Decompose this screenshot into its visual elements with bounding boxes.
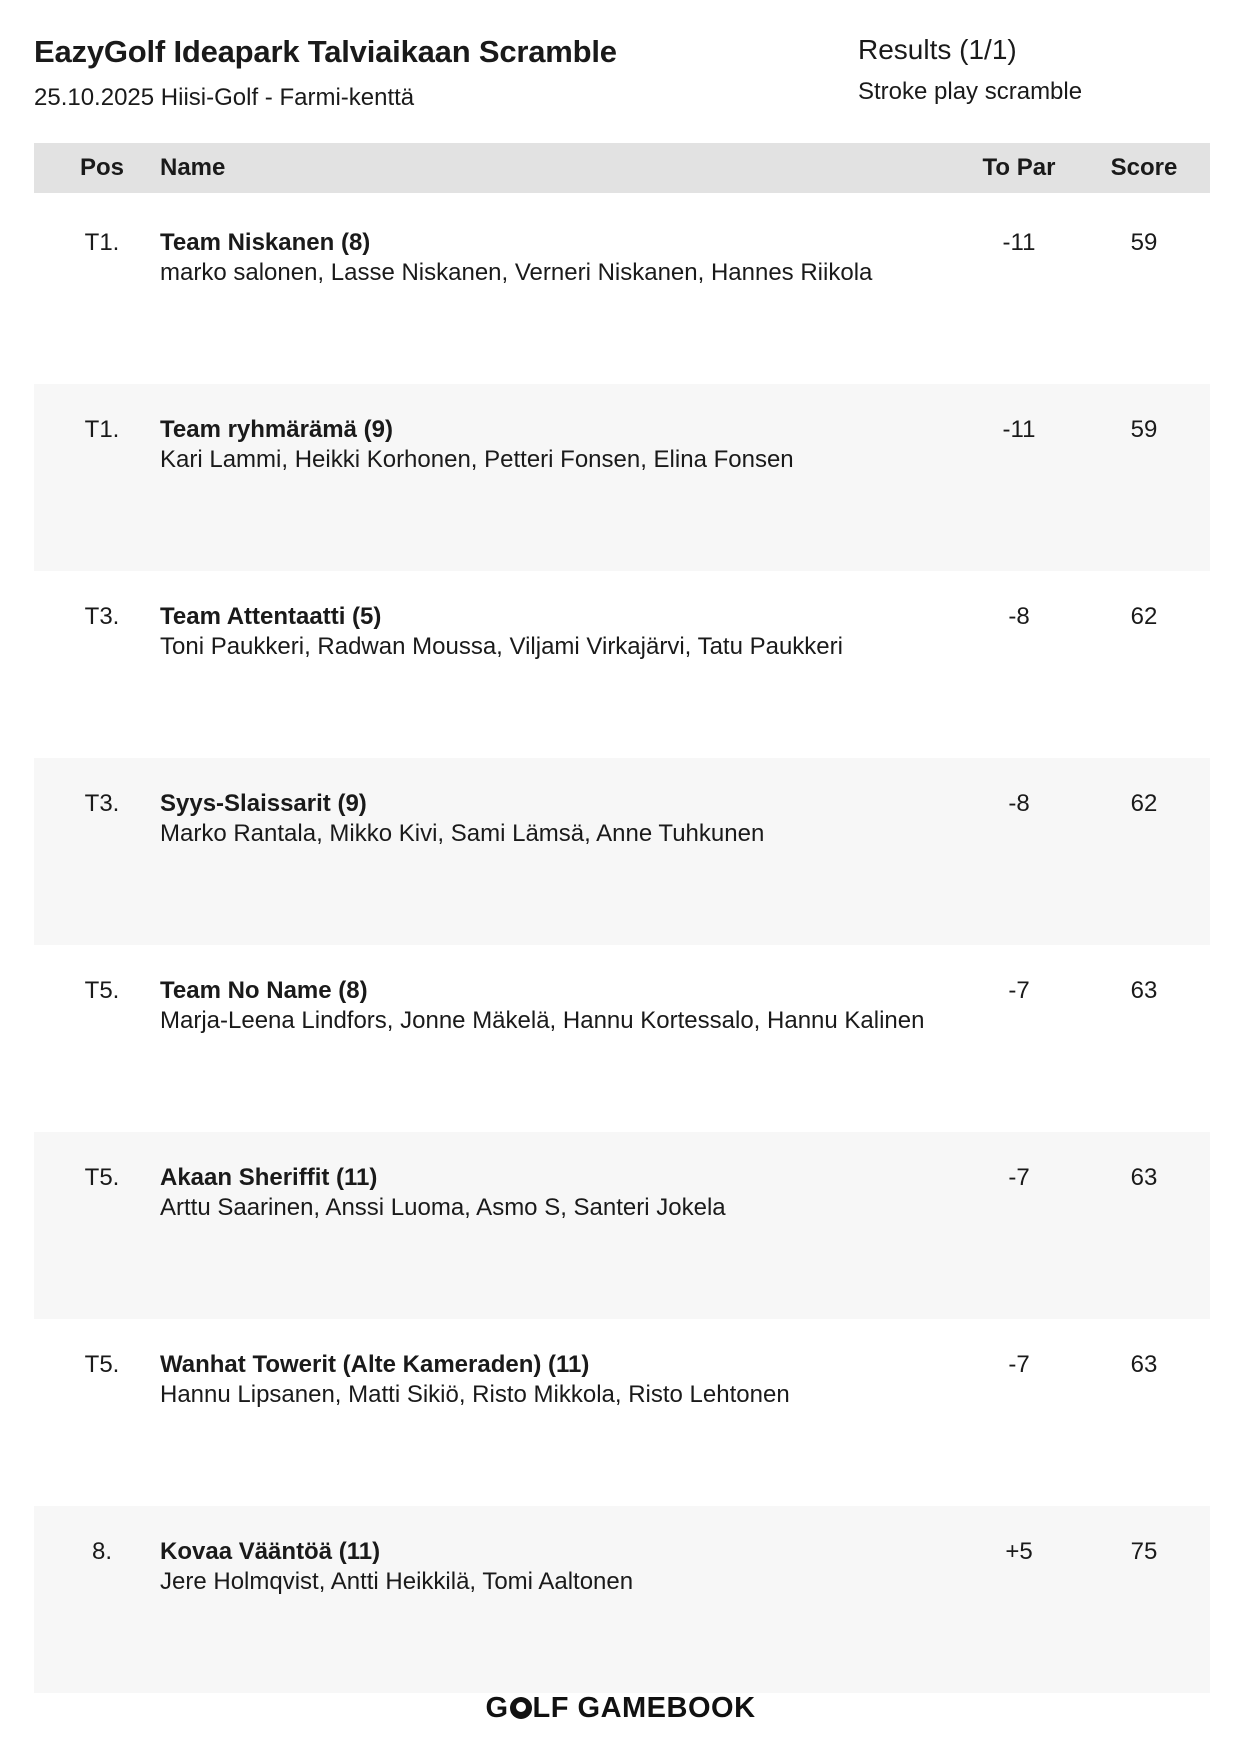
table-row <box>34 1506 1210 1693</box>
row-team-name: Syys-Slaissarit (9) <box>160 790 367 817</box>
table-row <box>34 758 1210 945</box>
table-row <box>34 945 1210 1132</box>
row-position: T5. <box>84 1351 120 1378</box>
event-date-course: 25.10.2025 Hiisi-Golf - Farmi-kenttä <box>34 84 415 111</box>
logo-text-start: G <box>485 1692 509 1724</box>
row-team-name: Team ryhmärämä (9) <box>160 416 393 443</box>
row-to-par: -7 <box>1008 977 1030 1004</box>
row-players: Arttu Saarinen, Anssi Luoma, Asmo S, Santeri Jokela <box>160 1194 726 1221</box>
table-row <box>34 1132 1210 1319</box>
column-header-name: Name <box>160 154 226 181</box>
row-to-par: -11 <box>1002 416 1036 443</box>
row-to-par: -7 <box>1008 1164 1030 1191</box>
logo-text-end: LF GAMEBOOK <box>532 1692 756 1724</box>
golf-gamebook-logo <box>0 1692 1241 1725</box>
row-to-par: -7 <box>1008 1351 1030 1378</box>
row-players: Toni Paukkeri, Radwan Moussa, Viljami Virkajärvi, Tatu Paukkeri <box>160 633 843 660</box>
table-row <box>34 384 1210 571</box>
row-score: 59 <box>1130 229 1158 256</box>
table-row <box>34 197 1210 384</box>
row-position: T1. <box>84 416 120 443</box>
row-team-name: Kovaa Vääntöä (11) <box>160 1538 381 1565</box>
table-row <box>34 571 1210 758</box>
row-players: Jere Holmqvist, Antti Heikkilä, Tomi Aaltonen <box>160 1568 634 1595</box>
results-table <box>34 197 1210 1693</box>
row-players: Hannu Lipsanen, Matti Sikiö, Risto Mikkola, Risto Lehtonen <box>160 1381 790 1408</box>
results-page-indicator: Results (1/1) <box>858 34 1017 65</box>
table-row <box>34 1319 1210 1506</box>
row-to-par: +5 <box>1005 1538 1033 1565</box>
row-team-name: Team No Name (8) <box>160 977 368 1004</box>
row-to-par: -8 <box>1008 790 1030 817</box>
column-header-to-par: To Par <box>982 154 1056 181</box>
row-score: 63 <box>1130 1351 1158 1378</box>
row-score: 62 <box>1130 603 1158 630</box>
row-score: 63 <box>1130 977 1158 1004</box>
row-score: 75 <box>1130 1538 1158 1565</box>
row-position: T1. <box>84 229 120 256</box>
row-players: Marko Rantala, Mikko Kivi, Sami Lämsä, Anne Tuhkunen <box>160 820 765 847</box>
row-position: 8. <box>91 1538 112 1565</box>
row-to-par: -8 <box>1008 603 1030 630</box>
row-score: 59 <box>1130 416 1158 443</box>
column-header-score: Score <box>1110 154 1178 181</box>
row-team-name: Team Attentaatti (5) <box>160 603 382 630</box>
page-title: EazyGolf Ideapark Talviaikaan Scramble <box>34 34 617 69</box>
table-header <box>34 143 1210 193</box>
row-players: marko salonen, Lasse Niskanen, Verneri Niskanen, Hannes Riikola <box>160 259 873 286</box>
row-position: T5. <box>84 1164 120 1191</box>
row-to-par: -11 <box>1002 229 1036 256</box>
row-team-name: Wanhat Towerit (Alte Kameraden) (11) <box>160 1351 590 1378</box>
row-position: T3. <box>84 603 120 630</box>
row-team-name: Team Niskanen (8) <box>160 229 371 256</box>
row-score: 62 <box>1130 790 1158 817</box>
row-players: Kari Lammi, Heikki Korhonen, Petteri Fonsen, Elina Fonsen <box>160 446 794 473</box>
row-score: 63 <box>1130 1164 1158 1191</box>
golf-ball-icon <box>510 1697 532 1719</box>
row-position: T3. <box>84 790 120 817</box>
row-team-name: Akaan Sheriffit (11) <box>160 1164 378 1191</box>
column-header-pos: Pos <box>79 154 124 181</box>
row-players: Marja-Leena Lindfors, Jonne Mäkelä, Hannu Kortessalo, Hannu Kalinen <box>160 1007 925 1034</box>
game-format: Stroke play scramble <box>858 78 1083 105</box>
row-position: T5. <box>84 977 120 1004</box>
